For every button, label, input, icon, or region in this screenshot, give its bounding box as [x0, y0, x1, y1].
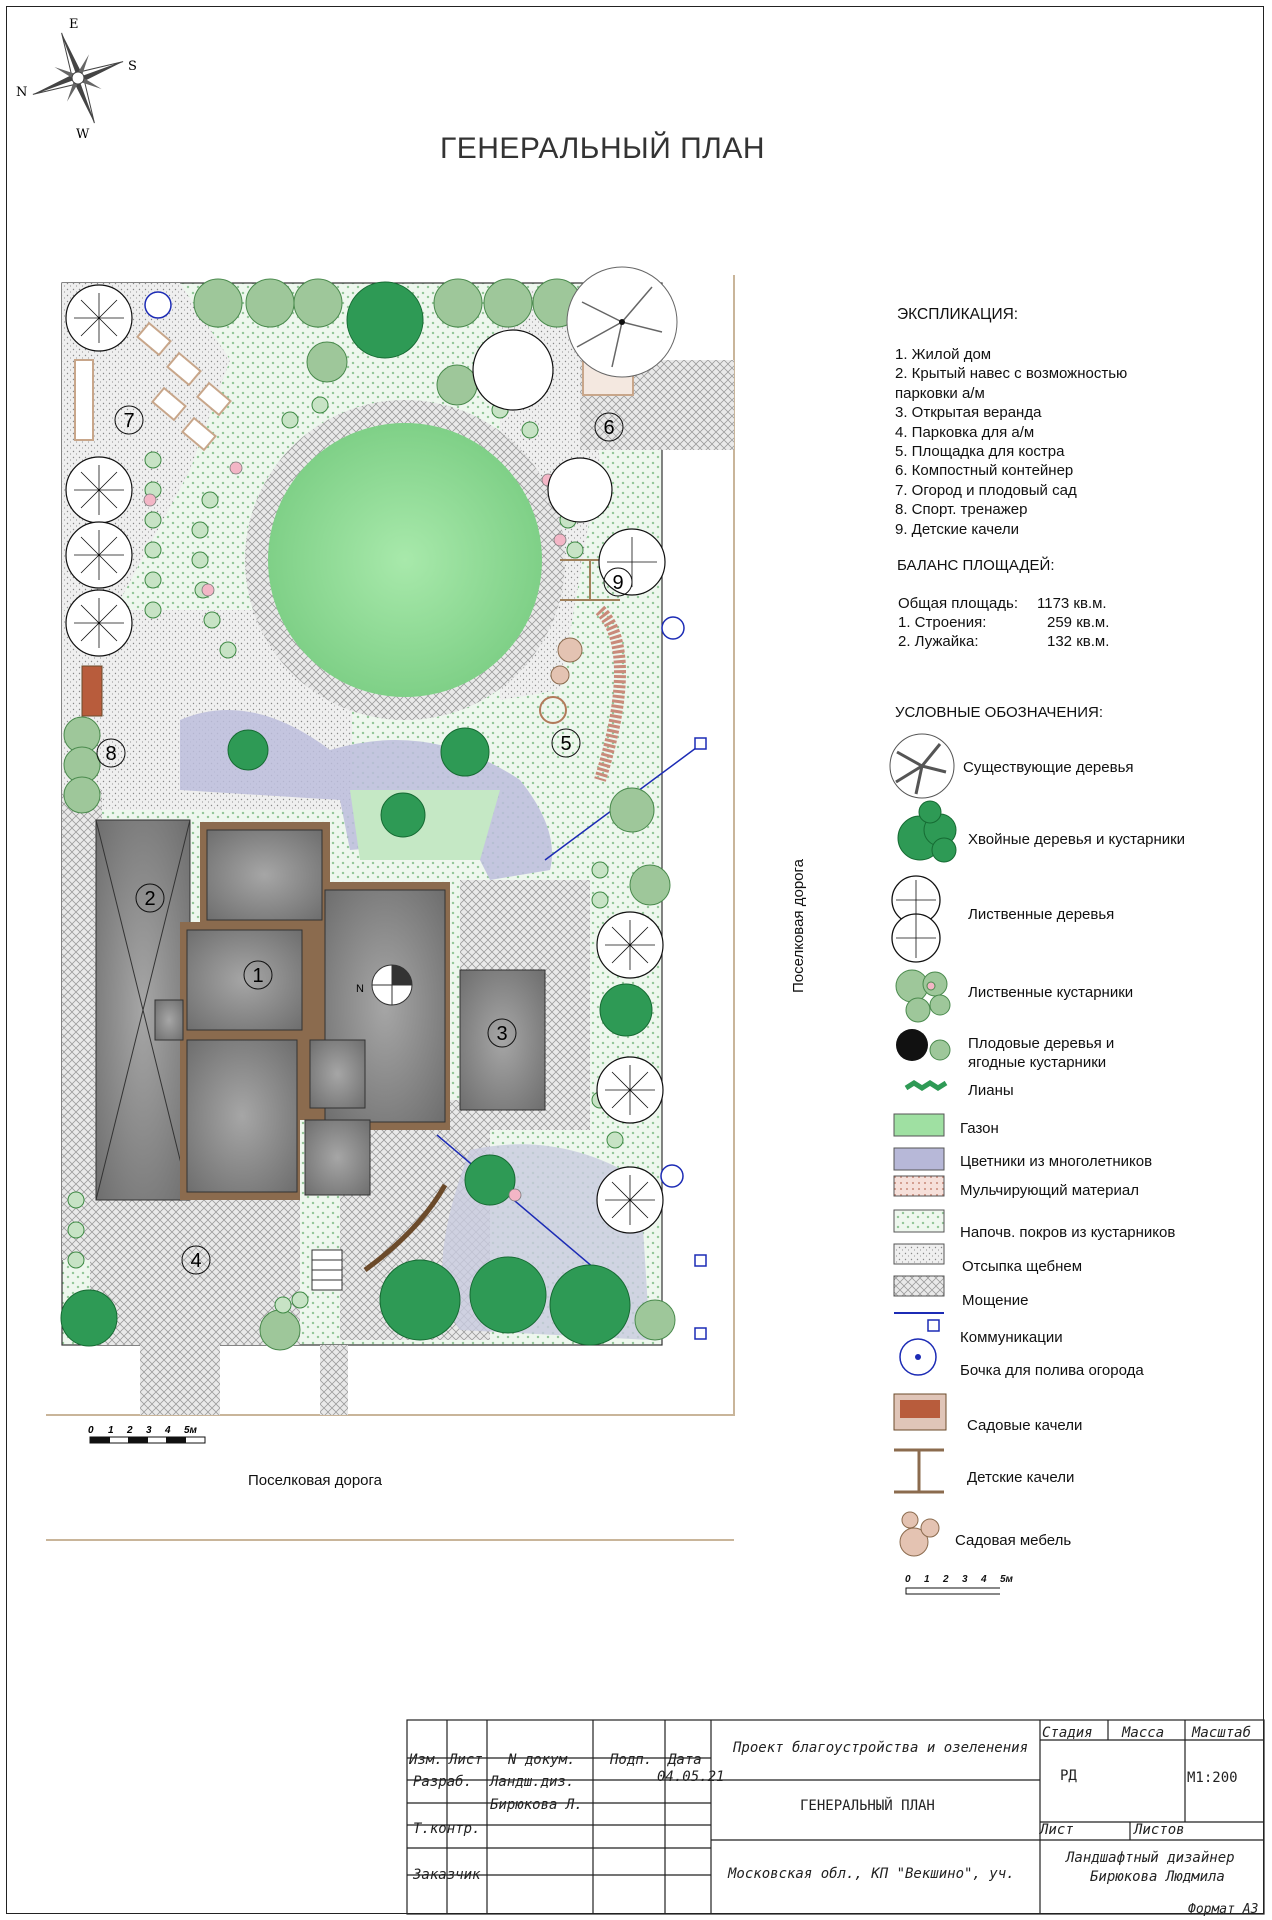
legend-item: Мощение [962, 1292, 1029, 1309]
legend-heading: УСЛОВНЫЕ ОБОЗНАЧЕНИЯ: [895, 704, 1104, 721]
legend-item: Плодовые деревья и [968, 1035, 1115, 1052]
legend-item: Детские качели [967, 1469, 1075, 1486]
explication-item: 7. Огород и плодовый сад [895, 481, 1077, 499]
legend-item: Хвойные деревья и кустарники [968, 831, 1186, 848]
deciduous-tree-icon [892, 876, 940, 962]
site-plan [0, 0, 760, 1560]
zone-label-8: 8 [105, 743, 117, 765]
balance-heading: БАЛАНС ПЛОЩАДЕЙ: [897, 557, 1055, 574]
zone-label-6: 6 [603, 417, 615, 439]
stamp-designer-2: Бирюкова Людмила [1090, 1869, 1225, 1885]
stamp-stadiya: Стадия [1042, 1725, 1093, 1741]
legend-item: Газон [960, 1120, 999, 1137]
stamp-razrab: Разраб. [413, 1774, 473, 1790]
stamp-scale-val: М1:200 [1187, 1770, 1238, 1786]
legend-item: Отсыпка щебнем [962, 1258, 1083, 1275]
balance-label: Общая площадь: [898, 595, 1019, 612]
gravel-swatch [894, 1244, 944, 1264]
stamp-project: Проект благоустройства и озеленения [733, 1740, 1029, 1756]
explication-item: 4. Парковка для а/м [895, 423, 1035, 441]
liana-icon [906, 1083, 946, 1088]
legend-scale-tick: 3 [962, 1574, 968, 1585]
stamp-razrab-who: Ландш.диз. [490, 1774, 575, 1790]
existing-tree-icon [890, 734, 954, 798]
legend-item: Лианы [968, 1082, 1014, 1099]
stamp-tkontr: Т.контр. [413, 1821, 481, 1837]
scale-tick-5: 5м [184, 1425, 197, 1436]
garden-furniture-icon [900, 1512, 939, 1556]
balance-label: 2. Лужайка: [898, 633, 979, 650]
stamp-date: 04.05.21 [657, 1769, 725, 1785]
kids-swing-icon [894, 1450, 944, 1492]
balance-label: 1. Строения: [898, 614, 987, 631]
stamp-col-izm: Изм. [409, 1752, 443, 1768]
zone-label-3: 3 [496, 1023, 508, 1045]
legend-item: Коммуникации [960, 1329, 1063, 1346]
zone-label-4: 4 [190, 1250, 202, 1272]
legend-item: Существующие деревья [963, 759, 1134, 776]
balance-value: 259 кв.м. [1047, 614, 1110, 631]
groundcover-swatch [894, 1210, 944, 1232]
explication-item: 2. Крытый навес с возможностью [895, 365, 1128, 383]
legend-scale-tick: 5м [1000, 1574, 1013, 1585]
explication-item: 6. Компостный контейнер [895, 462, 1074, 480]
legend-item: Садовая мебель [955, 1532, 1072, 1549]
zone-label-7: 7 [123, 410, 135, 432]
paving-swatch [894, 1276, 944, 1296]
explication-item: 9. Детские качели [895, 520, 1020, 538]
legend-scale-tick: 0 [905, 1574, 911, 1585]
stamp-col-data: Дата [668, 1752, 702, 1768]
stamp-listov: Листов [1134, 1822, 1185, 1838]
stamp-format: Формат А3 [1188, 1902, 1259, 1917]
stamp-masshtab: Масштаб [1192, 1725, 1252, 1741]
legend-scale-tick: 4 [981, 1574, 987, 1585]
legend-item: Лиственные кустарники [968, 984, 1134, 1001]
page-title: ГЕНЕРАЛЬНЫЙ ПЛАН [440, 132, 766, 165]
stamp-massa: Масса [1122, 1725, 1165, 1741]
scale-tick-0: 0 [88, 1425, 94, 1436]
legend-item: Напочв. покров из кустарников [960, 1224, 1176, 1241]
scale-tick-1: 1 [108, 1425, 114, 1436]
stamp-address: Московская обл., КП "Векшино", уч. [728, 1866, 1015, 1882]
stamp-stage-val: РД [1060, 1768, 1077, 1784]
explication-item: 8. Спорт. тренажер [895, 501, 1028, 519]
garden-swing-icon [894, 1394, 946, 1430]
compass-w: W [76, 127, 90, 142]
mulch-swatch [894, 1176, 944, 1196]
house-north-label: N [356, 983, 364, 995]
legend-item: Садовые качели [967, 1417, 1083, 1434]
explication-list [895, 345, 1127, 539]
legend-item: Лиственные деревья [968, 906, 1115, 923]
stamp-col-ndok: N докум. [508, 1752, 576, 1768]
compass-e: E [69, 17, 79, 32]
explication-heading: ЭКСПЛИКАЦИЯ: [897, 306, 1019, 323]
compass-n: N [16, 85, 28, 100]
stamp-col-list: Лист [449, 1752, 483, 1768]
legend-scale-tick: 2 [943, 1574, 949, 1585]
water-barrel-icon [900, 1339, 936, 1375]
scale-bar [88, 1425, 205, 1443]
stamp-razrab-name: Бирюкова Л. [490, 1797, 583, 1813]
lawn-swatch [894, 1114, 944, 1136]
balance-value: 132 кв.м. [1047, 633, 1110, 650]
balance-value: 1173 кв.м. [1037, 595, 1107, 612]
stamp-zakazchik: Заказчик [413, 1867, 481, 1883]
zone-label-2: 2 [144, 888, 156, 910]
explication-item: 5. Площадка для костра [895, 443, 1065, 461]
stamp-designer-1: Ландшафтный дизайнер [1066, 1850, 1235, 1866]
explication-item: 3. Открытая веранда [895, 404, 1042, 422]
conifer-icon [898, 801, 956, 862]
explication-item: парковки а/м [895, 384, 985, 402]
zone-label-9: 9 [612, 572, 624, 594]
road-label-bottom: Поселковая дорога [248, 1472, 382, 1489]
legend-scale-bar [906, 1588, 1000, 1594]
fruit-tree-icon [896, 1029, 950, 1061]
road-label-right: Поселковая дорога [790, 859, 807, 993]
flowerbed-swatch [894, 1148, 944, 1170]
deciduous-shrub-icon [896, 970, 950, 1022]
communications-icon [894, 1313, 944, 1331]
explication-item: 1. Жилой дом [895, 346, 992, 363]
scale-tick-2: 2 [127, 1425, 133, 1436]
stamp-sheet-title: ГЕНЕРАЛЬНЫЙ ПЛАН [800, 1798, 935, 1814]
legend-item: Бочка для полива огорода [960, 1362, 1144, 1379]
stamp-list: Лист [1040, 1822, 1074, 1838]
compass-s: S [128, 59, 137, 74]
legend-scale-tick: 1 [924, 1574, 930, 1585]
scale-tick-3: 3 [146, 1425, 152, 1436]
scale-tick-4: 4 [165, 1425, 171, 1436]
legend-item: ягодные кустарники [968, 1054, 1107, 1071]
stamp-col-podp: Подп. [610, 1752, 653, 1768]
legend-item: Мульчирующий материал [960, 1182, 1139, 1199]
legend-item: Цветники из многолетников [960, 1153, 1153, 1170]
zone-label-5: 5 [560, 733, 572, 755]
zone-label-1: 1 [252, 965, 264, 987]
